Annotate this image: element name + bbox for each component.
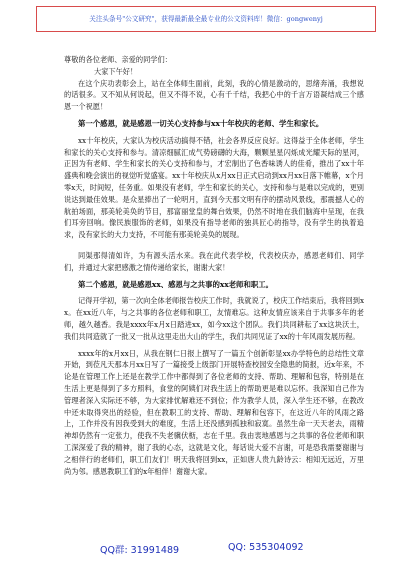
document-body: [64, 54, 364, 477]
promo-banner-text: 关注头条号"公文研究"，获得最新最全最专业的公文资料库！微信：gongwenyj: [89, 15, 323, 23]
footer-contact: [0, 542, 408, 560]
paragraph-intro: 在这个庆功表彰会上，站在全体师生面前，此刻，我的心情是激动的，思绪奔涌，我想说的话很多。又不知从何说起，但又不得不说，心有千千结，我把心中的千言万语凝结成三个感恩一个祝愿！: [64, 78, 364, 112]
paragraph-second-gratitude: 记得开学初，第一次向全体老师报告校庆工作时，我就说了，校庆工作结束后，我将回到xx。在xx近八年，与之共事的各位老师和职工，友情难忘。这种友情应该来自于共事多年的老师，越久越香。我是xxxx年x月x日踏进xx，如今xx这个团队。我们共同耕耘了xx这块沃土，我们共同造就了一批又一批从这里走出大山的学生，我们共同见证了xx的十年风雨发展历程。: [64, 296, 364, 341]
paragraph-reflection: xxxx年的x月xx日，从我在钢仁日报上撰写了一篇五个创新彰显xx办学特色的总结性文章开始，到莅凡天那本月xx日写了一篇接受上级部门开展特查校园安全隐患的简报，近x年来，不论是在管理工作上还是在教学工作中都得到了各位老师的支持、帮助、理解和包容，特别是在生活上更是得到了多方照料，食堂的阿姨们对我生活上的帮助更是难以忘怀。我深知自己作为管理者深入实际还不够，为大家排忧解难还不到位；作为教学人员，深入学生还不够，在教改中还未取得突出的经验，但在教职工的支持、帮助、理解和包容下，在这近八年的风雨之路上，工作并没有因我受到大的难度，生活上还没感到孤独和寂寞。虽然生命一天天老去，雨精神却仍然有一定张力，使我不失老骥伏枥，志在千里。我由衷地感恩与之共事的各位老师和职工深深爱了我的精神，谢了我的心态，这就是文化，每话说大爱不言谢，可是恐我需要谢谢与之相伴行的老师们，职工们友们！明天我将回到xx，正如唐人贵九龄诗云：相知无远近，万里尚为邻。感恩教职工们的x年相伴！谢谢大家。: [64, 348, 364, 476]
paragraph-thanks: 同渠那得清如许，为有源头活水来。我在此代表学校，代表校庆办，感恩老师们、同学们，并通过大家把感激之情传递给家长，谢谢大家！: [64, 250, 364, 272]
heading-second-gratitude: 第二个感恩，就是感恩xx、感恩与之共事的xx老师和职工。: [78, 279, 274, 289]
heading-first-gratitude: 第一个感恩，就是感恩一切关心支持参与xx十年校庆的老师、学生和家长。: [78, 118, 324, 128]
qq-group-number: QQ群: 31991489: [100, 545, 180, 556]
paragraph-first-gratitude: xx十年校庆，大家认为校庆活动搞得不错，社会各界反应良好。这得益于全体老师，学生和家长的关心支持和参与。清凉细腻汇成气势磅礴的大海，颗颗星星闪烁成光耀天际的星河，正因为有老师、学生和家长的关心支持和参与，才宏制出了色香味诱人的佳肴，推出了xx十年盛典和晚会演出的视觉听觉盛宴。xx十年校庆从x月xx日正式启动到xx月xx日落下帷幕，x个月零x天，时间短，任务重。如果没有老师，学生和家长的关心，支持和参与是难以完成的，更别说达到最佳效果。是众星捧出了一轮明月，直到今天那文明有序的摆动风景线，那震撼人心的航拍场面，那美轮美奂的节目，那富丽堂皇的舞台效果，仍然不时地在我们脑海中呈现，在我们耳旁回响。像民族服饰的老师，如果没有指导老师的独具匠心的指导，没有学生的执着追求，没有家长的大力支持，不可能有那美轮美奂的展现。: [64, 135, 364, 240]
promo-banner[interactable]: [36, 6, 376, 32]
greeting: 大家下午好！: [94, 66, 138, 76]
qq-number: QQ: 535304092: [228, 542, 304, 553]
salutation: 尊敬的各位老师、亲爱的同学们：: [64, 55, 172, 64]
